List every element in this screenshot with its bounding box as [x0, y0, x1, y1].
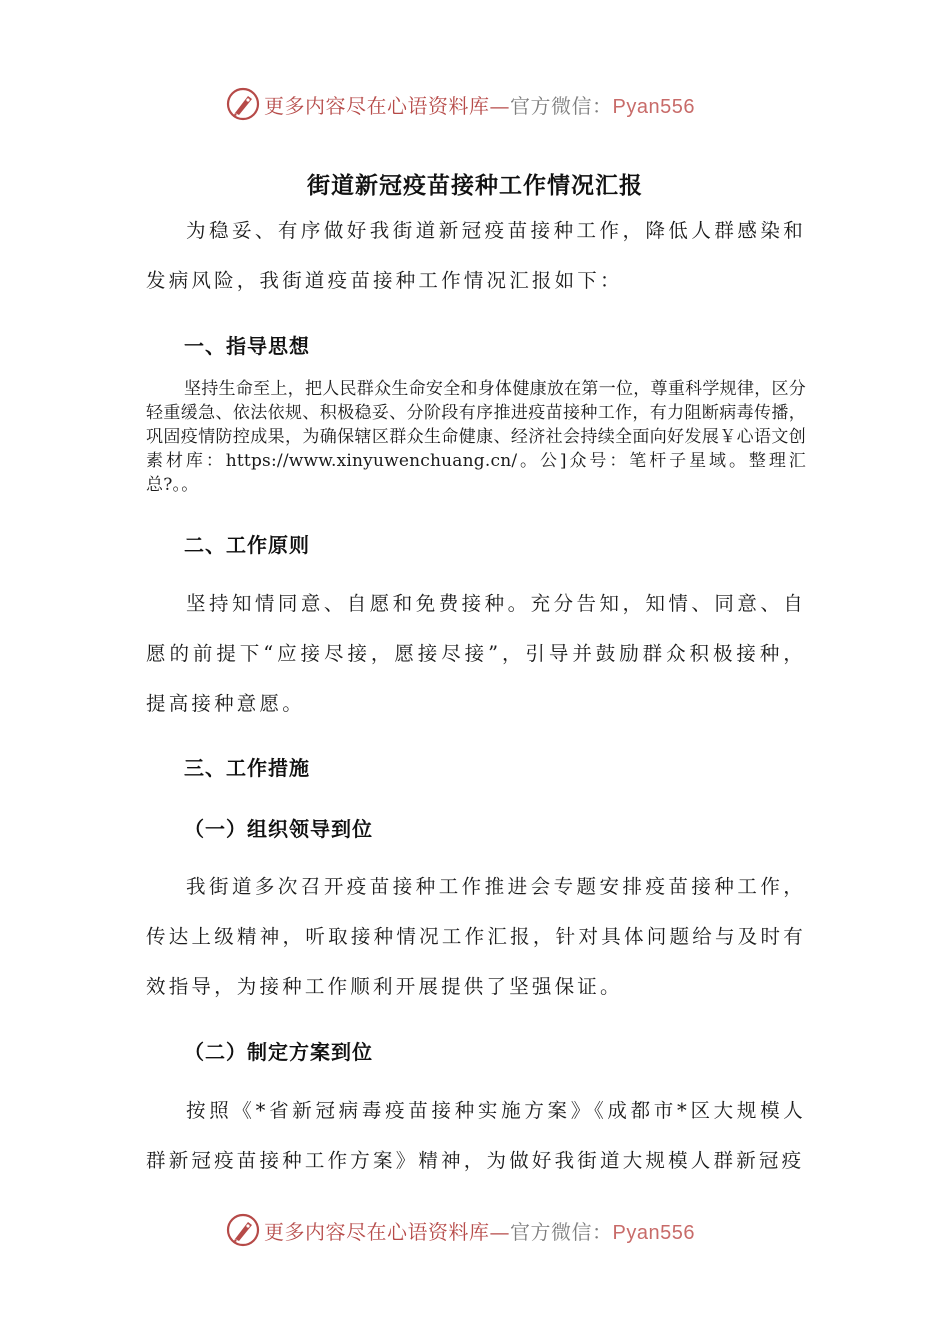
- section-heading-work-principle: 二、工作原则: [184, 533, 310, 557]
- watermark-line: [264, 1216, 695, 1245]
- watermark-separator: —: [489, 93, 510, 118]
- section-body-guiding-thought: 坚持生命至上，把人民群众生命安全和身体健康放在第一位，尊重科学规律，区分轻重缓急、依法依规、积极稳妥、分阶段有序推进疫苗接种工作，有力阻断病毒传播，巩固疫情防控成果，为确保辖区群众生命健康、经济社会持续全面向好发展￥心语文创素材库：https://www.xinyuwenchuang.cn/。公]众号：笔杆子星域。整理汇总?。。: [146, 379, 806, 495]
- watermark-text: 更多内容尽在心语资料库: [264, 1219, 490, 1244]
- pen-nib-icon: [226, 1213, 260, 1247]
- watermark-banner-top: [226, 84, 726, 124]
- subsection-heading-leadership: （一）组织领导到位: [184, 817, 373, 841]
- section-heading-guiding-thought: 一、指导思想: [184, 334, 310, 358]
- section-heading-work-measures: 三、工作措施: [184, 756, 310, 780]
- wechat-label: 官方微信：: [510, 93, 613, 118]
- subsection-heading-plan: （二）制定方案到位: [184, 1040, 373, 1064]
- section-body-work-principle: 坚持知情同意、自愿和免费接种。充分告知，知情、同意、自愿的前提下“应接尽接，愿接尽接”，引导并鼓励群众积极接种，提高接种意愿。: [146, 592, 806, 715]
- subsection-body-plan: 按照《*省新冠病毒疫苗接种实施方案》《成都市*区大规模人群新冠疫苗接种工作方案》精神，为做好我街道大规模人群新冠疫: [146, 1099, 806, 1172]
- watermark-separator: —: [489, 1219, 510, 1244]
- wechat-label: 官方微信：: [510, 1219, 613, 1244]
- intro-paragraph: 为稳妥、有序做好我街道新冠疫苗接种工作，降低人群感染和发病风险，我街道疫苗接种工作情况汇报如下：: [146, 219, 806, 292]
- wechat-id: Pyan556: [612, 95, 695, 118]
- wechat-id: Pyan556: [612, 1221, 695, 1244]
- document-title: 街道新冠疫苗接种工作情况汇报: [307, 172, 643, 200]
- watermark-line: [264, 90, 695, 119]
- watermark-banner-bottom: [226, 1210, 726, 1250]
- watermark-text: 更多内容尽在心语资料库: [264, 93, 490, 118]
- pen-nib-icon: [226, 87, 260, 121]
- subsection-body-leadership: 我街道多次召开疫苗接种工作推进会专题安排疫苗接种工作，传达上级精神，听取接种情况工作汇报，针对具体问题给与及时有效指导，为接种工作顺利开展提供了坚强保证。: [146, 875, 806, 998]
